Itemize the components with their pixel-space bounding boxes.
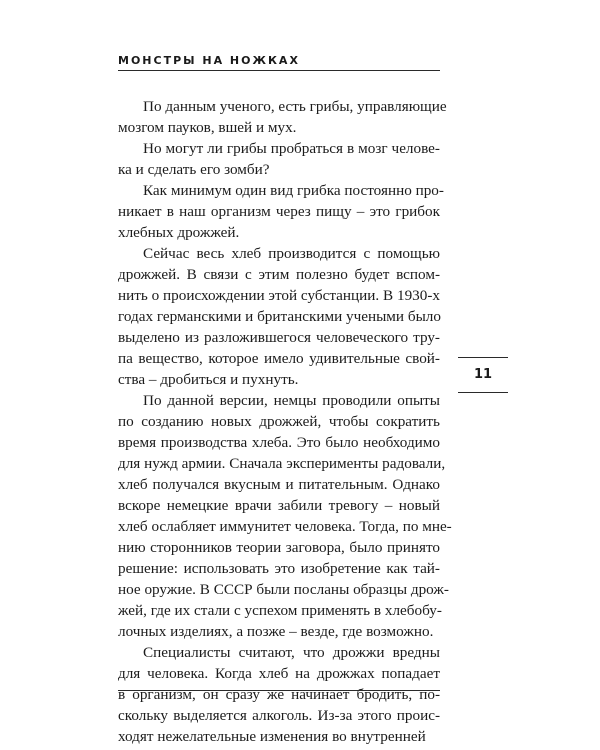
running-head: МОНСТРЫ НА НОЖКАХ — [118, 54, 300, 67]
text-line: По данной версии, немцы проводили опыты — [143, 392, 440, 409]
text-line: хлебных дрожжей. — [118, 224, 240, 241]
text-line: ходят нежелательные изменения во внутренней — [118, 728, 426, 745]
text-line: Сейчас весь хлеб производится с помощью — [143, 245, 440, 262]
paragraph — [118, 180, 444, 243]
text-line: хлеб ослабляет иммунитет человека. Тогда, по мне- — [118, 518, 452, 535]
text-line: решение: использовать это изобретение как тай- — [118, 560, 440, 577]
text-line: годах германскими и британскими учеными было — [118, 308, 441, 325]
text-line: скольку выделяется алкоголь. Из-за этого проис- — [118, 707, 440, 724]
text-line: вскоре немецкие врачи забили тревогу – новый — [118, 497, 440, 514]
text-line: ное оружие. В СССР были посланы образцы дрож- — [118, 581, 449, 598]
text-line: лочных изделиях, а позже – везде, где возможно. — [118, 623, 434, 640]
text-line: жей, где их стали с успехом применять в хлебобу- — [118, 602, 442, 619]
paragraph — [118, 642, 440, 747]
text-line: мозгом пауков, вшей и мух. — [118, 119, 297, 136]
page-number-tab — [458, 357, 508, 393]
body-text — [118, 96, 452, 747]
text-line: для человека. Когда хлеб на дрожжах попадает — [118, 665, 440, 682]
paragraph — [118, 390, 452, 642]
text-line: выделено из разложившегося человеческого тру- — [118, 329, 440, 346]
text-line: ства – дробиться и пухнуть. — [118, 371, 299, 388]
text-line: Специалисты считают, что дрожжи вредны — [143, 644, 440, 661]
text-line: дрожжей. В связи с этим полезно будет вспом- — [118, 266, 440, 283]
text-line: для нужд армии. Сначала эксперименты радовали, — [118, 455, 446, 472]
text-line: в организм, он сразу же начинает бродить, по- — [118, 686, 440, 703]
header-rule — [118, 70, 440, 71]
text-line: нить о происхождении этой субстанции. В 1930-х — [118, 287, 440, 304]
footer-rule — [118, 690, 440, 691]
paragraph — [118, 96, 447, 138]
text-line: ка и сделать его зомби? — [118, 161, 270, 178]
text-line: Но могут ли грибы пробраться в мозг челове- — [143, 140, 440, 157]
text-line: па вещество, которое имело удивительные свой- — [118, 350, 440, 367]
page-number-rule-bottom — [458, 392, 508, 393]
text-line: По данным ученого, есть грибы, управляющие — [143, 98, 447, 115]
text-line: по созданию новых дрожжей, чтобы сократить — [118, 413, 440, 430]
paragraph — [118, 138, 440, 180]
paragraph — [118, 243, 440, 390]
text-line: нию сторонников теории заговора, было принято — [118, 539, 440, 556]
text-line: никает в наш организм через пищу – это грибок — [118, 203, 440, 220]
page-number: 11 — [473, 367, 493, 382]
text-line: время производства хлеба. Это было необходимо — [118, 434, 440, 451]
text-line: Как минимум один вид грибка постоянно про- — [143, 182, 444, 199]
text-line: хлеб получался вкусным и питательным. Однако — [118, 476, 440, 493]
